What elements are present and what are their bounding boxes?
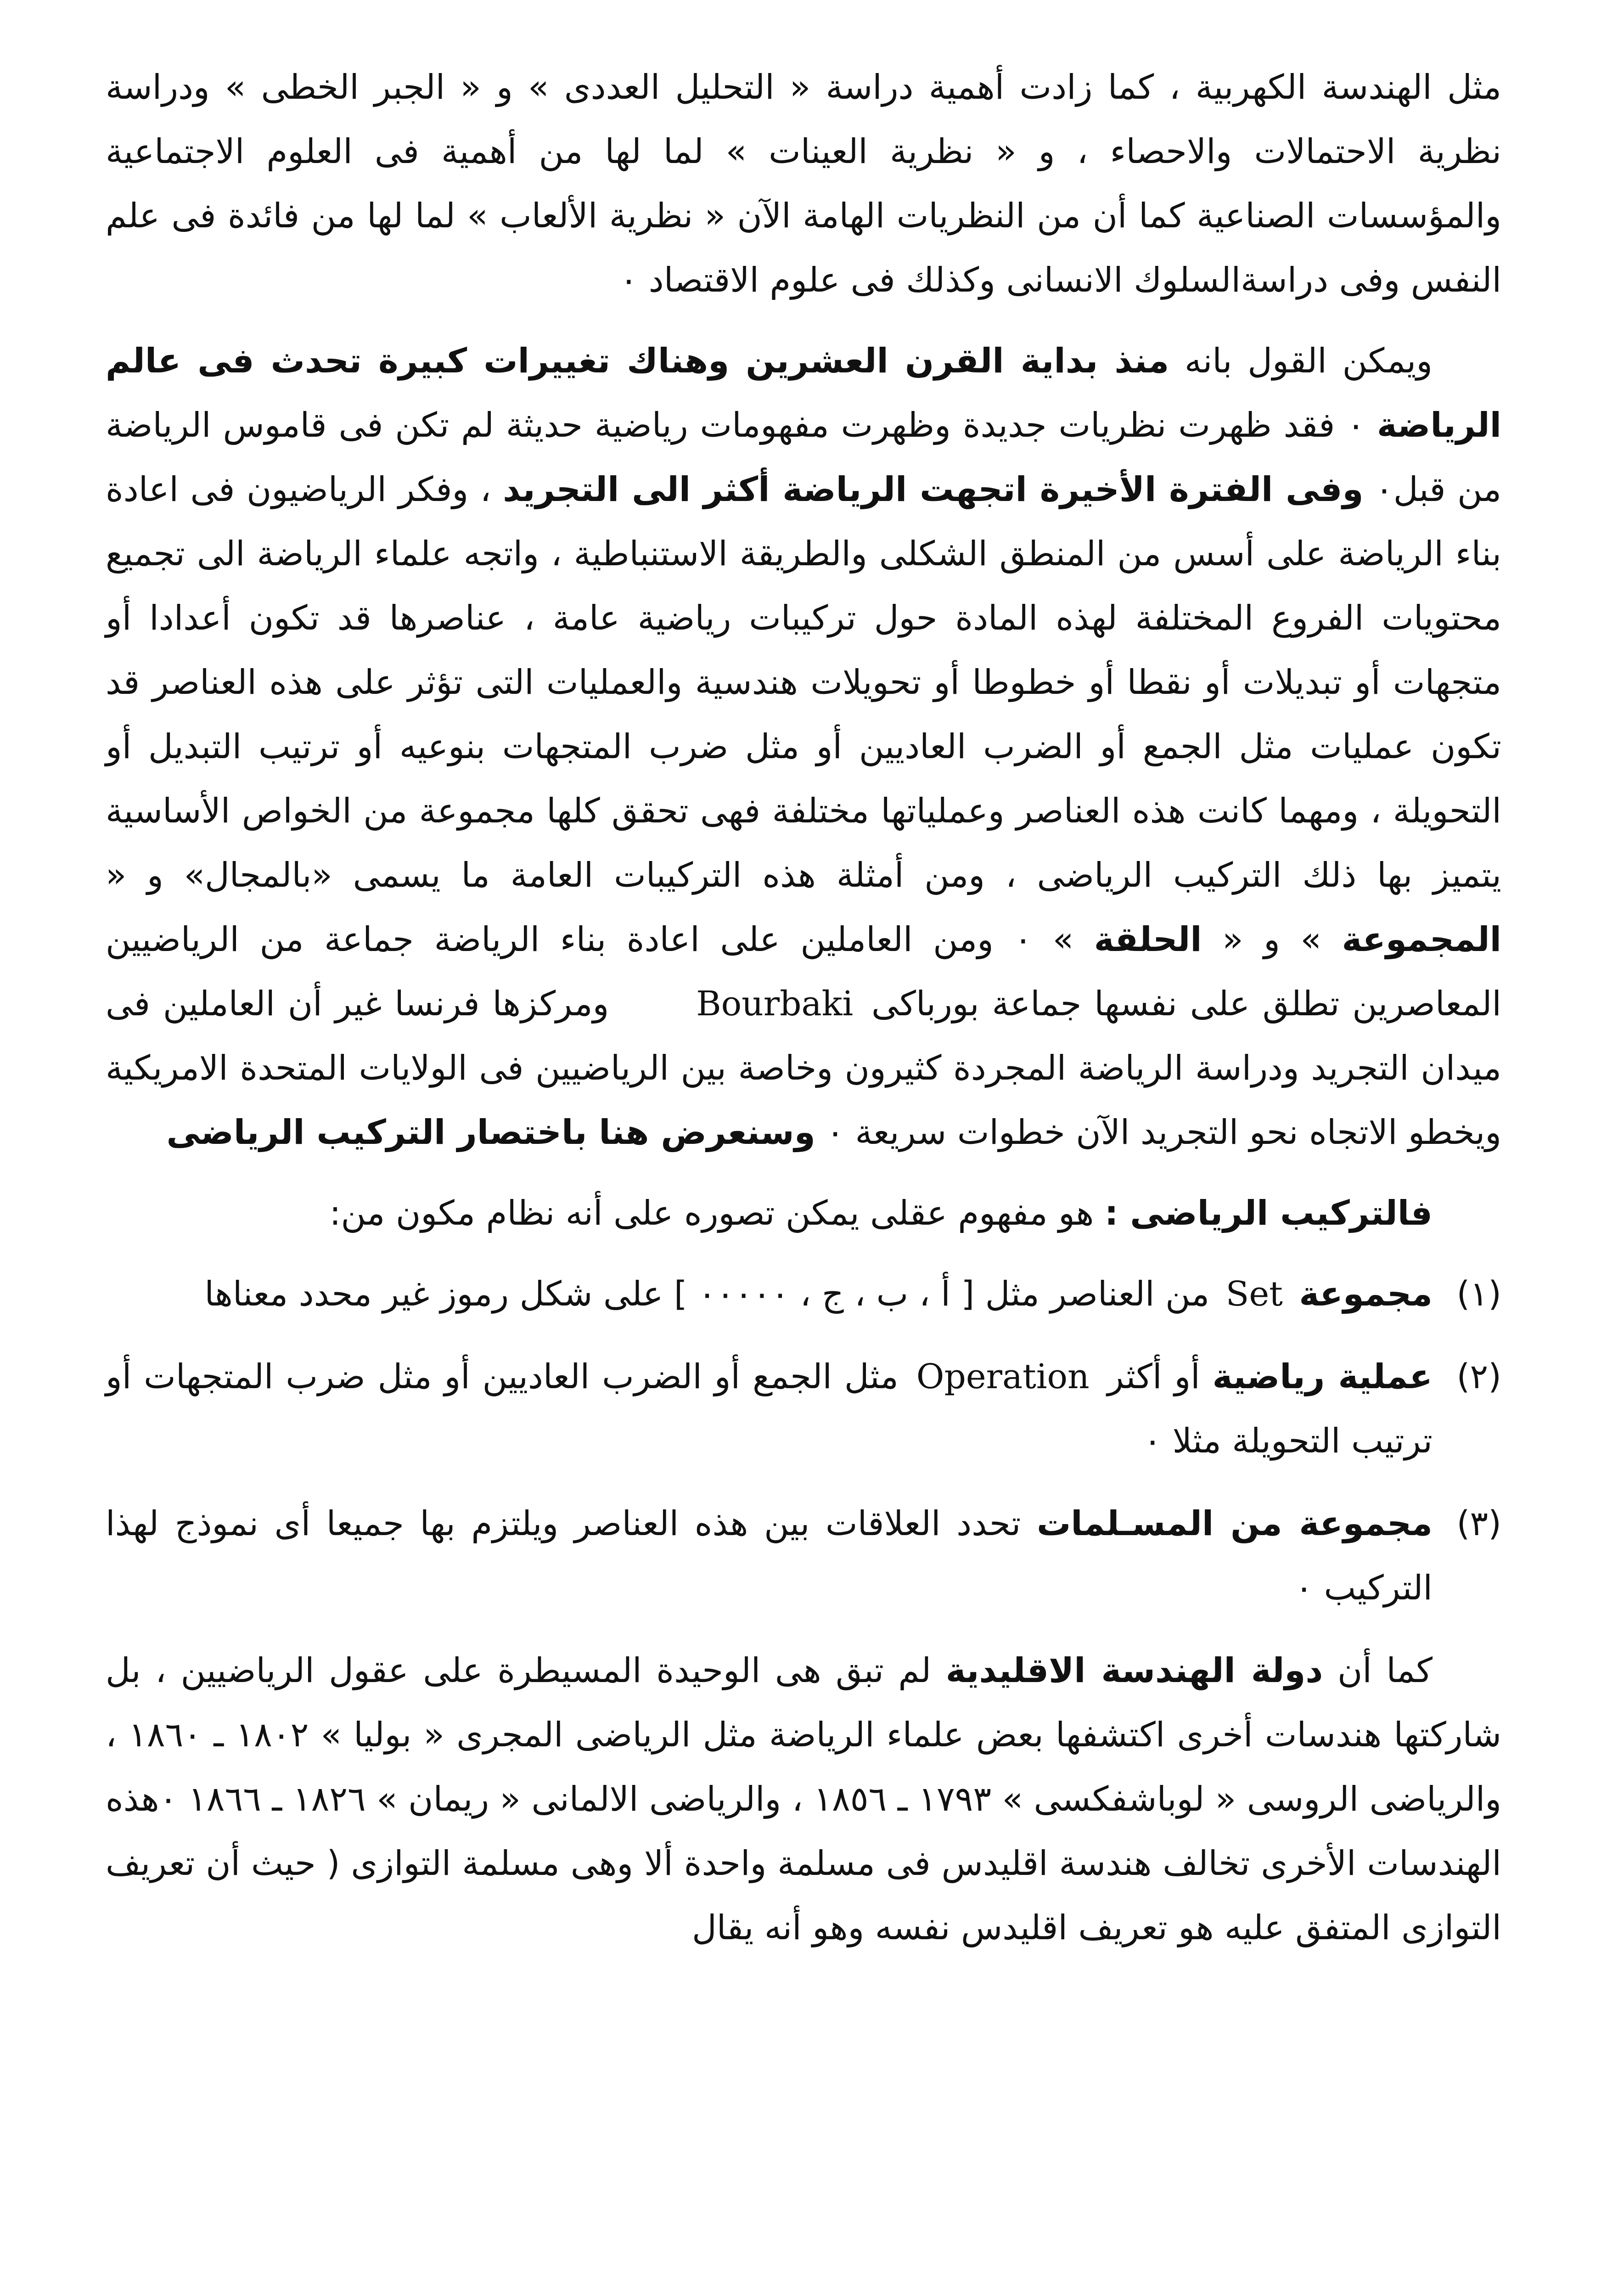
list-term: عملية رياضية: [1212, 1357, 1433, 1396]
list-item: [106, 1345, 1501, 1473]
emphasis-text: وفى الفترة الأخيرة اتجهت الرياضة أكثر الى التجريد: [503, 470, 1364, 509]
paragraph-non-euclidean: [106, 1638, 1501, 1960]
latin-term: Bourbaki: [696, 984, 854, 1024]
list-number: (٣): [1456, 1504, 1501, 1543]
emphasis-text: وسنعرض هنا باختصار التركيب الرياضى: [166, 1113, 815, 1152]
emphasis-text: الحلقة: [1094, 920, 1202, 959]
emphasis-text: منذ بداية القرن العشرين وهناك تغييرات كبيرة تحدث فى عالم الرياضة: [106, 341, 1502, 445]
list-item: [106, 1262, 1501, 1326]
paragraph-abstraction: [106, 329, 1501, 1165]
document-page: [106, 55, 1501, 2296]
paragraph-text: هو مفهوم عقلى يمكن تصوره على أنه نظام مكون من:: [329, 1193, 1094, 1233]
list-item-text: [106, 1491, 1433, 1620]
paragraph-text: كما أن: [1337, 1651, 1433, 1690]
emphasis-text: المجموعة: [1342, 920, 1501, 959]
paragraph-definition: [106, 1181, 1501, 1245]
latin-term: Set: [1225, 1274, 1283, 1314]
list-item: [106, 1491, 1501, 1620]
paragraph-text: مثل الجمع أو الضرب العاديين أو مثل ضرب المتجهات أو ترتيب التحويلة مثلا ٠: [106, 1357, 1433, 1461]
list-number: (٢): [1456, 1357, 1501, 1396]
definition-term: فالتركيب الرياضى :: [1104, 1193, 1433, 1233]
paragraph-applied-math: [106, 55, 1501, 312]
list-item-text: [106, 1262, 1433, 1326]
paragraph-text: تحدد العلاقات بين هذه العناصر ويلتزم بها جميعا أى نموذج لهذا التركيب ٠: [106, 1504, 1433, 1608]
emphasis-text: دولة الهندسة الاقليدية: [945, 1651, 1323, 1690]
paragraph-text: ويمكن القول بانه: [1185, 341, 1433, 381]
list-term: مجموعة: [1299, 1274, 1433, 1314]
paragraph-text: لم تبق هى الوحيدة المسيطرة على عقول الرياضيين ، بل شاركتها هندسات أخرى اكتشفها بعض علماء الرياضة مثل الرياضى المجرى « بوليا » ١٨٠٢ ـ ١٨٦٠ ، والرياضى الروسى « لوباشفكسى » ١٧٩٣ ـ ١٨٥٦ ، والرياضى الالمانى « ريمان » ١٨٢٦ ـ ١٨٦٦ ٠هذه الهندسات الأخرى تخالف هندسة اقليدس فى مسلمة واحدة ألا وهى مسلمة التوازى ( حيث أن تعريف التوازى المتفق عليه هو تعريف اقليدس نفسه وهو أنه يقال: [106, 1651, 1502, 1947]
paragraph-text: » ٠ ومن العاملين على اعادة بناء الرياضة جماعة من الرياضيين المعاصرين تطلق على نفسها جماعة بورباكى: [106, 920, 1501, 1024]
list-number: (١): [1456, 1274, 1501, 1314]
paragraph-text: ومركزها فرنسا غير أن العاملين فى ميدان التجريد ودراسة الرياضة المجردة كثيرون وخاصة بين الرياضيين فى الولايات المتحدة الامريكية ويخطو الاتجاه نحو التجريد الآن خطوات سريعة ٠: [106, 984, 1501, 1152]
definition-list: [106, 1262, 1501, 1620]
paragraph-text: من العناصر مثل [ أ ، ب ، ج ، ٠٠٠٠٠ ] على شكل رموز غير محدد معناها: [204, 1274, 1210, 1314]
paragraph-text: ٠ فقد ظهرت نظريات جديدة وظهرت مفهومات رياضية حديثة لم تكن فى قاموس الرياضة من قبل٠: [106, 405, 1501, 509]
list-item-text: [106, 1345, 1433, 1473]
list-term: مجموعة من المسـلمات: [1036, 1504, 1433, 1543]
latin-term: Operation: [916, 1357, 1090, 1396]
paragraph-text: » و «: [1222, 920, 1321, 959]
paragraph-text: أو أكثر: [1107, 1357, 1200, 1396]
paragraph-text: ، وفكر الرياضيون فى اعادة بناء الرياضة على أسس من المنطق الشكلى والطريقة الاستنباطية ، واتجه علماء الرياضة الى تجميع محتويات الفروع المختلفة لهذه المادة حول تركيبات رياضية عامة ، عناصرها قد تكون أعدادا أو متجهات أو تبديلات أو نقطا أو خطوطا أو تحويلات هندسية والعمليات التى تؤثر على هذه العناصر قد تكون عمليات مثل الجمع أو الضرب العاديين أو مثل ضرب المتجهات بنوعيه أو ترتيب التبديل أو التحويلة ، ومهما كانت هذه العناصر وعملياتها مختلفة فهى تحقق كلها مجموعة من الخواص الأساسية يتميز بها ذلك التركيب الرياضى ، ومن أمثلة هذه التركيبات العامة ما يسمى «بالمجال» و «: [106, 470, 1501, 895]
paragraph-text: مثل الهندسة الكهربية ، كما زادت أهمية دراسة « التحليل العددى » و « الجبر الخطى » ودراسة نظرية الاحتمالات والاحصاء ، و « نظرية العينات » لما لها من أهمية فى العلوم الاجتماعية والمؤسسات الصناعية كما أن من النظريات الهامة الآن « نظرية الألعاب » لما لها من فائدة فى علم النفس وفى دراسةالسلوك الانسانى وكذلك فى علوم الاقتصاد ٠: [106, 68, 1501, 300]
